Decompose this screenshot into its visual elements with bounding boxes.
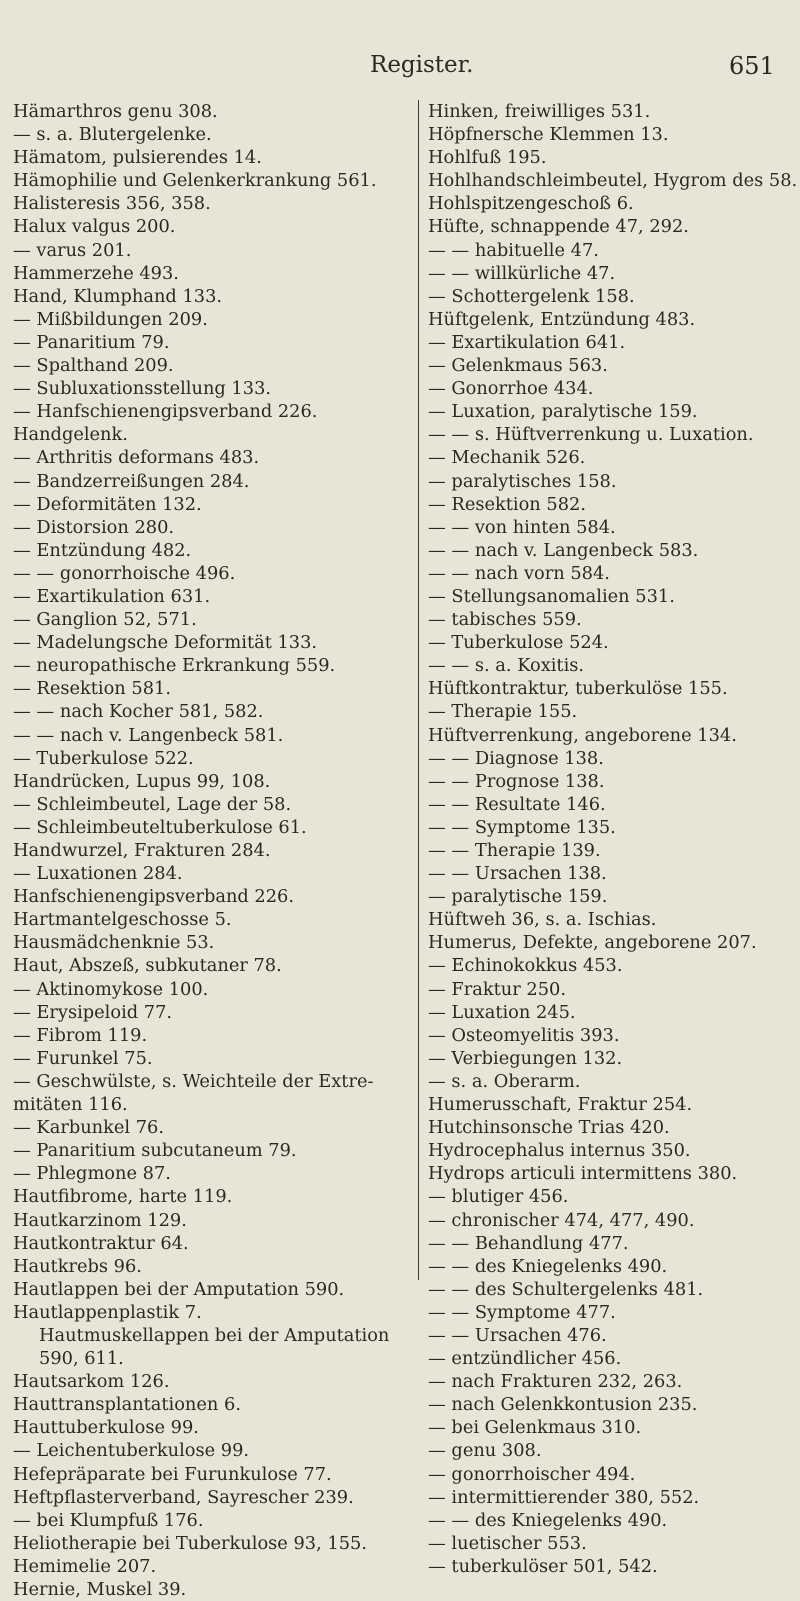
- index-entry: — — willkürliche 47.: [428, 262, 616, 284]
- index-entry: — — des Kniegelenks 490.: [428, 1255, 668, 1277]
- index-entry: — nach Frakturen 232, 263.: [428, 1371, 683, 1393]
- index-entry: mitäten 116.: [13, 1094, 128, 1116]
- index-entry: — Resektion 582.: [428, 493, 586, 515]
- index-entry: — — nach vorn 584.: [428, 562, 610, 584]
- index-entry: — Karbunkel 76.: [13, 1117, 165, 1139]
- index-entry: — Exartikulation 631.: [13, 585, 211, 607]
- index-entry: — Furunkel 75.: [13, 1047, 153, 1069]
- index-entry: — nach Gelenkkontusion 235.: [428, 1394, 698, 1416]
- index-entry: — varus 201.: [13, 239, 132, 261]
- index-entry: — paralytische 159.: [428, 886, 608, 908]
- index-entry: — Fraktur 250.: [428, 978, 566, 1000]
- index-entry: — — Symptome 135.: [428, 816, 616, 838]
- index-entry: Hautkontraktur 64.: [13, 1232, 189, 1254]
- index-entry: — Ganglion 52, 571.: [13, 609, 197, 631]
- index-entry: — Gonorrhoe 434.: [428, 378, 594, 400]
- index-entry: — — nach v. Langenbeck 583.: [428, 539, 699, 561]
- index-entry: Hautlappen bei der Amputation 590.: [13, 1278, 345, 1300]
- index-entry: — — Ursachen 476.: [428, 1324, 607, 1346]
- index-entry: — — s. a. Koxitis.: [428, 655, 585, 677]
- index-entry: Hämatom, pulsierendes 14.: [13, 147, 262, 169]
- index-entry: Hutchinsonsche Trias 420.: [428, 1117, 670, 1139]
- index-entry: — Resektion 581.: [13, 678, 171, 700]
- index-entry: — — Behandlung 477.: [428, 1232, 629, 1254]
- index-entry: Hemimelie 207.: [13, 1555, 157, 1577]
- index-entry: Hinken, freiwilliges 531.: [428, 101, 651, 122]
- index-entry: Hautlappenplastik 7.: [13, 1301, 202, 1323]
- index-entry: Hammerzehe 493.: [13, 262, 179, 284]
- index-entry: — tuberkulöser 501, 542.: [428, 1555, 658, 1577]
- index-entry: Hernie, Muskel 39.: [13, 1579, 187, 1600]
- index-entry: — Phlegmone 87.: [13, 1163, 171, 1185]
- index-entry: Hydrops articuli intermittens 380.: [428, 1163, 738, 1185]
- index-entry: — neuropathische Erkrankung 559.: [13, 655, 336, 677]
- index-entry: Hohlfuß 195.: [428, 147, 547, 169]
- index-entry: Heftpflasterverband, Sayrescher 239.: [13, 1486, 354, 1508]
- index-entry: Hüftkontraktur, tuberkulöse 155.: [428, 678, 728, 700]
- index-entry: Hämarthros genu 308.: [13, 101, 218, 122]
- index-entry: — Madelungsche Deformität 133.: [13, 632, 318, 654]
- index-entry: Hefepräparate bei Furunkulose 77.: [13, 1463, 332, 1485]
- index-entry: Humerus, Defekte, angeborene 207.: [428, 932, 757, 954]
- index-entry: Hartmantelgeschosse 5.: [13, 909, 232, 931]
- index-entry: Heliotherapie bei Tuberkulose 93, 155.: [13, 1532, 367, 1554]
- index-entry: — — Diagnose 138.: [428, 747, 604, 769]
- index-entry: — — gonorrhoische 496.: [13, 562, 236, 584]
- index-entry: Hautmuskellappen bei der Amputation: [39, 1324, 390, 1346]
- index-entry: — Tuberkulose 524.: [428, 632, 609, 654]
- index-entry: Hauttransplantationen 6.: [13, 1394, 241, 1416]
- index-entry: — genu 308.: [428, 1440, 542, 1462]
- index-entry: — — nach v. Langenbeck 581.: [13, 724, 284, 746]
- index-entry: — bei Klumpfuß 176.: [13, 1509, 204, 1531]
- index-entry: — Gelenkmaus 563.: [428, 355, 608, 377]
- index-entry: — Bandzerreißungen 284.: [13, 470, 250, 492]
- page-title: Register.: [370, 52, 474, 78]
- index-entry: Hautkarzinom 129.: [13, 1209, 187, 1231]
- index-entry: — chronischer 474, 477, 490.: [428, 1209, 695, 1231]
- index-entry: — Schottergelenk 158.: [428, 285, 635, 307]
- index-entry: Höpfnersche Klemmen 13.: [428, 124, 669, 146]
- index-entry: — entzündlicher 456.: [428, 1348, 622, 1370]
- index-entry: Hohlhandschleimbeutel, Hygrom des 58.: [428, 170, 798, 192]
- index-entry: Hautkrebs 96.: [13, 1255, 142, 1277]
- index-entry: — Luxation 245.: [428, 1001, 576, 1023]
- index-entry: — tabisches 559.: [428, 609, 582, 631]
- index-entry: — bei Gelenkmaus 310.: [428, 1417, 642, 1439]
- index-entry: — Therapie 155.: [428, 701, 578, 723]
- index-entry: — Fibrom 119.: [13, 1024, 148, 1046]
- index-entry: — Luxation, paralytische 159.: [428, 401, 698, 423]
- index-entry: — — von hinten 584.: [428, 516, 616, 538]
- index-entry: Handwurzel, Frakturen 284.: [13, 840, 271, 861]
- index-entry: — — des Schultergelenks 481.: [428, 1278, 704, 1300]
- index-entry: — luetischer 553.: [428, 1532, 587, 1554]
- page-number: 651: [729, 52, 775, 80]
- index-entry: — Echinokokkus 453.: [428, 955, 623, 977]
- index-entry: Hand, Klumphand 133.: [13, 285, 223, 307]
- index-entry: Hüfte, schnappende 47, 292.: [428, 216, 689, 238]
- index-entry: — s. a. Blutergelenke.: [13, 124, 212, 146]
- column-divider: [418, 100, 419, 1280]
- index-entry: — — des Kniegelenks 490.: [428, 1509, 668, 1531]
- index-entry: — Verbiegungen 132.: [428, 1047, 623, 1069]
- index-entry: — Aktinomykose 100.: [13, 978, 209, 1000]
- index-entry: — — s. Hüftverrenkung u. Luxation.: [428, 424, 754, 446]
- index-entry: — intermittierender 380, 552.: [428, 1486, 700, 1508]
- index-entry: — Geschwülste, s. Weichteile der Extre-: [13, 1070, 374, 1092]
- index-entry: Handgelenk.: [13, 424, 128, 446]
- index-entry: — Mißbildungen 209.: [13, 308, 208, 330]
- index-entry: — Arthritis deformans 483.: [13, 447, 260, 469]
- index-entry: Humerusschaft, Fraktur 254.: [428, 1094, 693, 1116]
- index-entry: Handrücken, Lupus 99, 108.: [13, 770, 271, 792]
- index-entry: — Spalthand 209.: [13, 355, 174, 377]
- index-entry: — — habituelle 47.: [428, 239, 599, 261]
- index-entry: — Leichentuberkulose 99.: [13, 1440, 250, 1462]
- index-entry: — gonorrhoischer 494.: [428, 1463, 636, 1485]
- index-entry: — Stellungsanomalien 531.: [428, 585, 675, 607]
- index-entry: Hüftweh 36, s. a. Ischias.: [428, 909, 657, 931]
- index-entry: — — nach Kocher 581, 582.: [13, 701, 264, 723]
- index-entry: Hydrocephalus internus 350.: [428, 1140, 691, 1162]
- index-entry: — s. a. Oberarm.: [428, 1070, 581, 1092]
- index-column-left: [13, 100, 413, 1601]
- page-header: [0, 52, 800, 82]
- index-entry: — Luxationen 284.: [13, 863, 183, 885]
- index-entry: — Schleimbeutel, Lage der 58.: [13, 793, 292, 815]
- index-entry: — Panaritium subcutaneum 79.: [13, 1140, 297, 1162]
- index-entry: — Osteomyelitis 393.: [428, 1024, 620, 1046]
- index-entry: Hüftgelenk, Entzündung 483.: [428, 308, 696, 330]
- index-entry: Halux valgus 200.: [13, 216, 176, 238]
- index-entry: — — Prognose 138.: [428, 770, 605, 792]
- index-entry: Hautfibrome, harte 119.: [13, 1186, 233, 1208]
- index-entry: Hautsarkom 126.: [13, 1371, 170, 1393]
- index-entry: — Tuberkulose 522.: [13, 747, 194, 769]
- index-entry: — Distorsion 280.: [13, 516, 175, 538]
- index-entry: — Mechanik 526.: [428, 447, 586, 469]
- index-entry: — Subluxationsstellung 133.: [13, 378, 272, 400]
- index-entry: — — Resultate 146.: [428, 793, 606, 815]
- index-entry: Hüftverrenkung, angeborene 134.: [428, 724, 737, 746]
- index-entry: — blutiger 456.: [428, 1186, 569, 1208]
- index-entry: Hohlspitzengeschoß 6.: [428, 193, 634, 215]
- index-entry: — paralytisches 158.: [428, 470, 617, 492]
- index-entry: Hauttuberkulose 99.: [13, 1417, 199, 1439]
- index-entry: — Hanfschienengipsverband 226.: [13, 401, 318, 423]
- index-entry: — Schleimbeuteltuberkulose 61.: [13, 816, 307, 838]
- index-column-right: [428, 100, 798, 1578]
- index-entry: — Erysipeloid 77.: [13, 1001, 173, 1023]
- index-entry: Hämophilie und Gelenkerkrankung 561.: [13, 170, 377, 192]
- index-entry: Hausmädchenknie 53.: [13, 932, 215, 954]
- index-entry: — — Symptome 477.: [428, 1301, 616, 1323]
- index-entry: — Deformitäten 132.: [13, 493, 202, 515]
- index-entry: — Entzündung 482.: [13, 539, 192, 561]
- index-entry: — — Ursachen 138.: [428, 863, 607, 885]
- index-entry: — Exartikulation 641.: [428, 331, 626, 353]
- index-entry: — — Therapie 139.: [428, 840, 601, 861]
- index-entry: Halisteresis 356, 358.: [13, 193, 211, 215]
- index-entry: Hanfschienengipsverband 226.: [13, 886, 295, 908]
- index-entry: Haut, Abszeß, subkutaner 78.: [13, 955, 282, 977]
- index-entry: — Panaritium 79.: [13, 331, 170, 353]
- index-entry: 590, 611.: [39, 1348, 124, 1370]
